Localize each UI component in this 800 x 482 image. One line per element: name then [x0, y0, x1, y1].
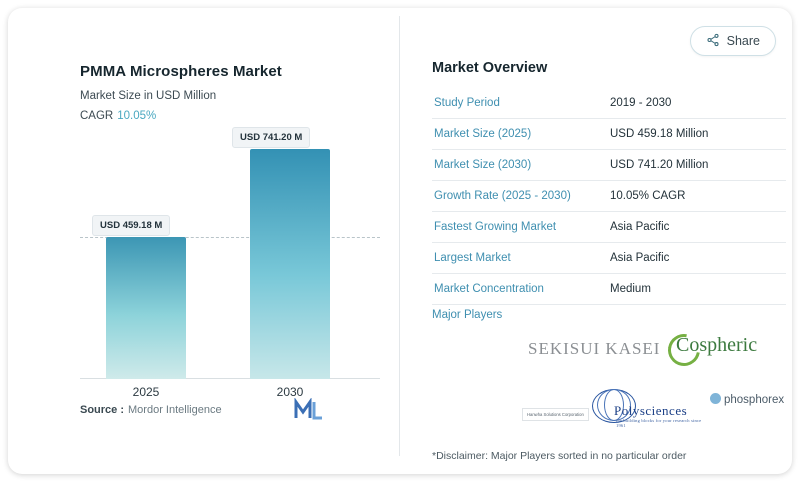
share-button[interactable] — [690, 26, 776, 56]
row-value: 2019 - 2030 — [608, 88, 786, 119]
table-row — [432, 274, 786, 305]
table-row — [432, 212, 786, 243]
logo-polysciences — [592, 381, 708, 427]
disclaimer-text: *Disclaimer: Major Players sorted in no particular order — [432, 450, 687, 462]
x-tick-2025: 2025 — [132, 385, 160, 399]
table-row — [432, 88, 786, 119]
overview-table — [432, 88, 786, 305]
overview-title: Market Overview — [432, 60, 548, 76]
report-card — [8, 8, 792, 474]
row-key: Market Size (2025) — [432, 119, 608, 150]
row-key: Market Size (2030) — [432, 150, 608, 181]
table-row — [432, 150, 786, 181]
row-value: Asia Pacific — [608, 212, 786, 243]
row-key: Growth Rate (2025 - 2030) — [432, 181, 608, 212]
row-key: Fastest Growing Market — [432, 212, 608, 243]
polysciences-name: Polysciences — [614, 403, 688, 418]
row-key: Largest Market — [432, 243, 608, 274]
x-tick-2030: 2030 — [276, 385, 304, 399]
row-value: Asia Pacific — [608, 243, 786, 274]
share-icon — [706, 33, 720, 50]
cagr-value: 10.05% — [117, 110, 157, 122]
polysciences-tagline: the building blocks for your research since 1961 — [616, 418, 702, 428]
source-name: Mordor Intelligence — [128, 404, 222, 416]
row-key: Market Concentration — [432, 274, 608, 305]
logo-sekisui-kasei: SEKISUI KASEI — [528, 339, 661, 358]
logo-hanwha-solutions: Hanwha Solutions Corporation — [522, 408, 589, 421]
cagr-label: CAGR — [80, 110, 114, 122]
source-label: Source : — [80, 404, 125, 416]
chart-title: PMMA Microspheres Market — [80, 63, 282, 80]
major-players-logos — [518, 301, 786, 436]
row-key: Study Period — [432, 88, 608, 119]
bar-2025[interactable] — [106, 237, 186, 379]
bar-label-2025: USD 459.18 M — [92, 215, 170, 236]
chart-subtitle: Market Size in USD Million — [80, 90, 217, 102]
table-row — [432, 243, 786, 274]
phosphorex-dot-icon — [710, 393, 721, 404]
cagr-row — [80, 110, 156, 122]
row-value: USD 459.18 Million — [608, 119, 786, 150]
overview-panel — [418, 16, 788, 466]
bar-label-2030: USD 741.20 M — [232, 127, 310, 148]
row-value: Medium — [608, 274, 786, 305]
row-value: USD 741.20 Million — [608, 150, 786, 181]
table-row — [432, 181, 786, 212]
logo-phosphorex — [710, 393, 784, 406]
share-label: Share — [726, 34, 760, 48]
bar-chart-plot — [80, 131, 380, 399]
phosphorex-name: phosphorex — [724, 394, 785, 406]
logo-cospheric: Cospheric — [676, 334, 758, 356]
row-value: 10.05% CAGR — [608, 181, 786, 212]
chart-panel — [22, 16, 400, 456]
bar-2030[interactable] — [250, 149, 330, 379]
major-players-label: Major Players — [432, 309, 503, 321]
table-row — [432, 119, 786, 150]
source-line — [80, 404, 222, 416]
mordor-intelligence-logo — [294, 398, 324, 420]
